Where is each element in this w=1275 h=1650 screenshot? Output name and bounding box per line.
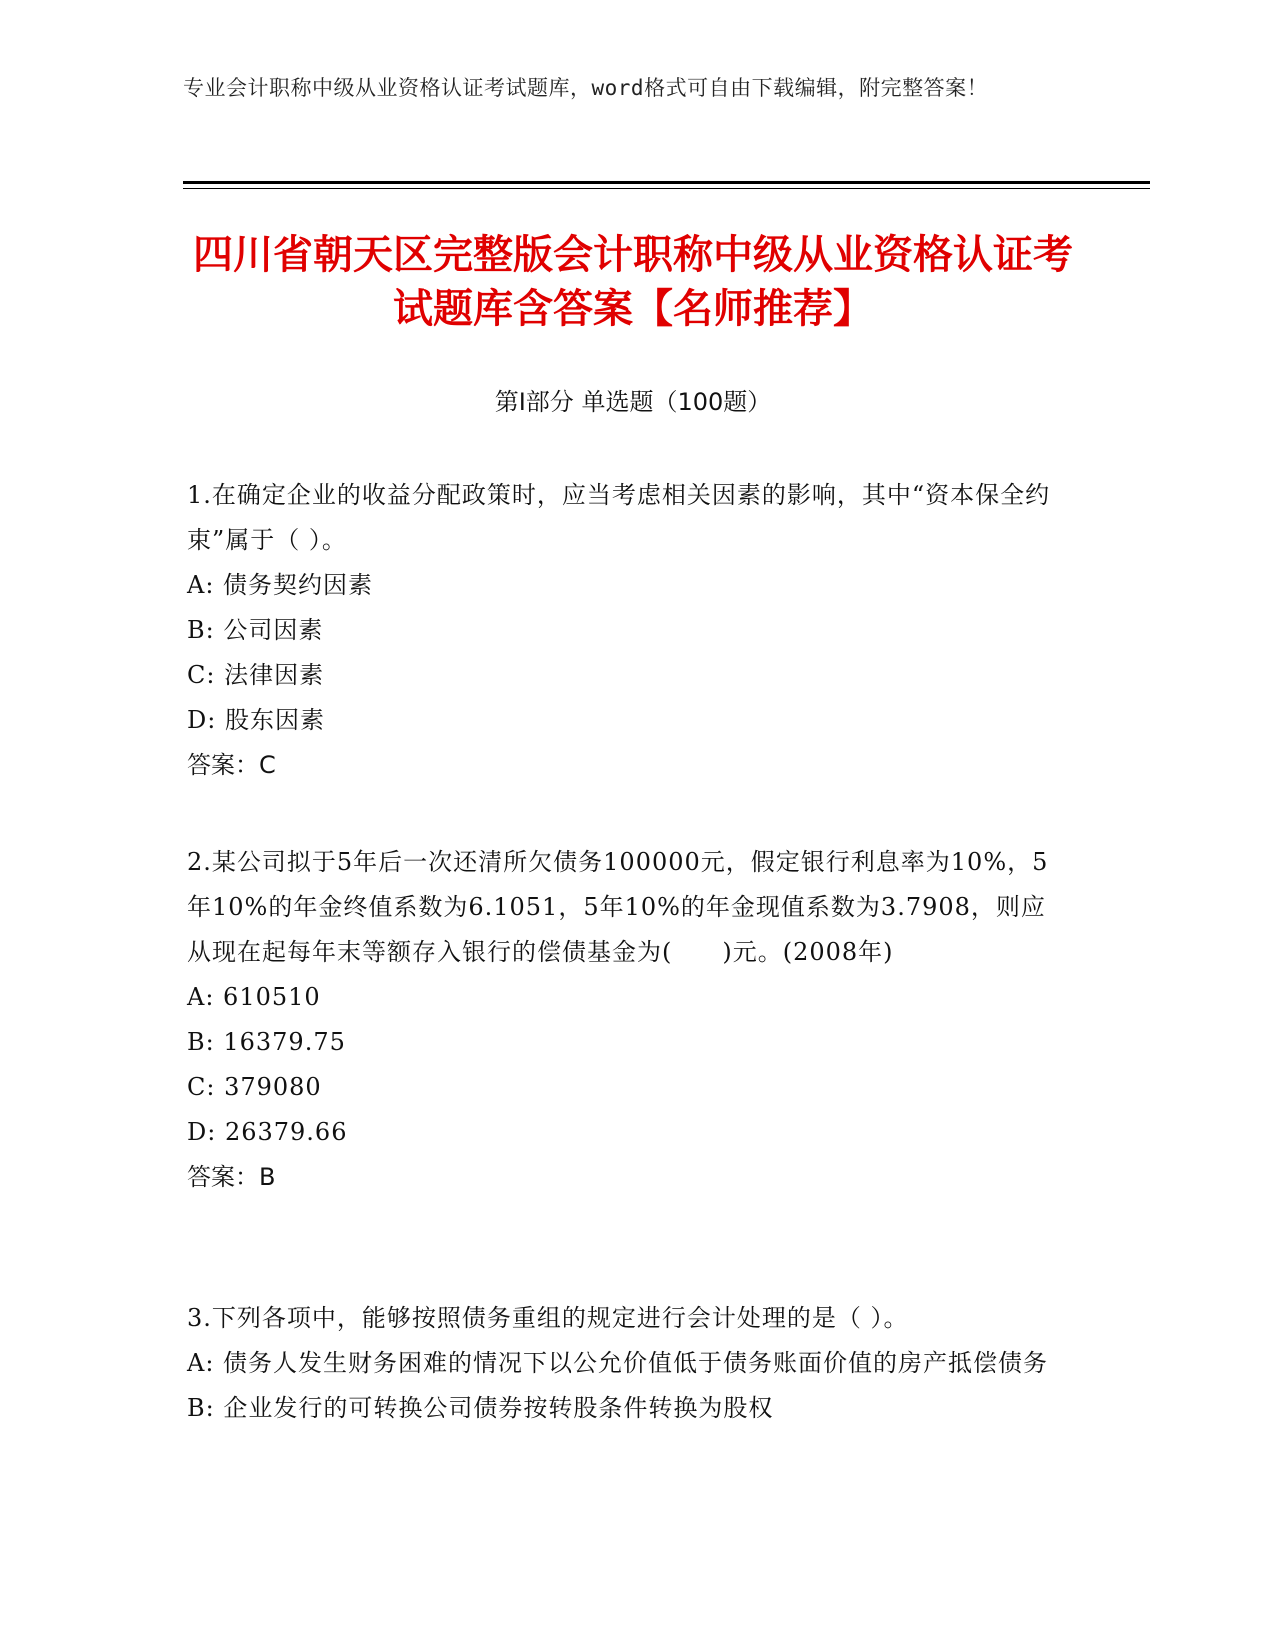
option-a: A: 610510 [187,983,321,1011]
option-a: A: 债务契约因素 [187,571,374,599]
question-stem: 3.下列各项中，能够按照债务重组的规定进行会计处理的是（ ）。 [187,1304,909,1332]
option-d: D: 股东因素 [187,706,325,734]
option-b: B: 16379.75 [187,1028,346,1056]
answer: 答案：B [187,1163,276,1191]
question-1 [187,473,1067,788]
header-divider-thin [183,188,1150,189]
question-3 [187,1296,1067,1431]
question-2 [187,840,1067,1200]
section-heading: 第I部分 单选题（100题） [494,388,772,416]
answer: 答案：C [187,751,276,779]
document-title: 四川省朝天区完整版会计职称中级从业资格认证考试题库含答案【名师推荐】 [193,232,1073,332]
option-c: C: 法律因素 [187,661,325,689]
header-divider-thick [183,181,1150,184]
option-c: C: 379080 [187,1073,322,1101]
question-stem: 2.某公司拟于5年后一次还清所欠债务100000元，假定银行利息率为10%，5年10%的年金终值系数为6.1051，5年10%的年金现值系数为3.7908，则应从现在起每年末等额存入银行的偿债基金为( )元。(2008年) [187,848,1049,966]
option-a: A: 债务人发生财务困难的情况下以公允价值低于债务账面价值的房产抵偿债务 [187,1349,1049,1377]
option-b: B: 公司因素 [187,616,324,644]
option-d: D: 26379.66 [187,1118,348,1146]
question-stem: 1.在确定企业的收益分配政策时，应当考虑相关因素的影响，其中“资本保全约束”属于（ ）。 [187,481,1051,554]
option-b: B: 企业发行的可转换公司债券按转股条件转换为股权 [187,1394,774,1422]
header-note: 专业会计职称中级从业资格认证考试题库，word格式可自由下载编辑，附完整答案！ [183,76,989,100]
